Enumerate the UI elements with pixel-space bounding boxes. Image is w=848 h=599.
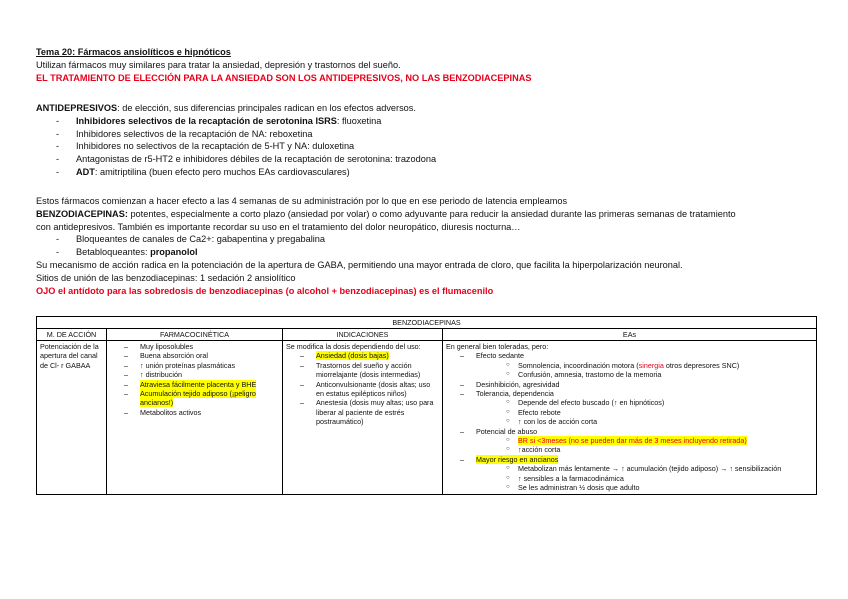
column-header: FARMACOCINÉTICA: [107, 329, 283, 341]
sub-item: ○ Confusión, amnesia, trastorno de la memoria: [506, 370, 813, 379]
bzd-paragraph-2: con antidepresivos. También es importante recordar su uso en el tratamiento del dolor neuropático, diuresis nocturna…: [36, 221, 521, 232]
intro-text: Utilizan fármacos muy similares para tratar la ansiedad, depresión y trastornos del sueño.: [36, 59, 401, 70]
mechanism-text: Su mecanismo de acción radica en la potenciación de la apertura de GABA, permitiendo una mayor entrada de cloro, que facilita la hiperpolarización neuronal.: [36, 259, 683, 270]
list-item: - ADT: amitriptilina (buen efecto pero muchos EAs cardiovasculares): [56, 166, 436, 179]
page-title: Tema 20: Fármacos ansiolíticos e hipnóticos: [36, 47, 231, 57]
sub-item: ○ Efecto rebote: [506, 408, 813, 417]
antidepressants-heading: ANTIDEPRESIVOS: de elección, sus diferencias principales radican en los efectos adversos.: [36, 103, 416, 113]
list-item: – Acumulación tejido adiposo (¡peligro ancianos!): [124, 389, 279, 408]
intro-block: [36, 46, 531, 84]
sub-item: ○ Metabolizan más lentamente → ↑ acumulación (tejido adiposo) → ↑ sensibilización: [506, 464, 813, 473]
list-item: - Betabloqueantes: propanolol: [56, 246, 736, 259]
list-item: - Inhibidores no selectivos de la recaptación de 5-HT y NA: duloxetina: [56, 140, 436, 153]
benzodiazepines-section: [36, 195, 736, 297]
list-item: - Bloqueantes de canales de Ca2+: gabapentina y pregabalina: [56, 233, 736, 246]
list-item: – ↑ unión proteínas plasmáticas: [124, 361, 279, 370]
table-title: BENZODIACEPINAS: [37, 317, 817, 329]
list-item: - Inhibidores selectivos de la recaptación de serotonina ISRS: fluoxetina: [56, 115, 436, 128]
mechanism-cell: Potenciación de la apertura del canal de Cl- r GABAA: [37, 341, 107, 495]
indications-intro: Se modifica la dosis dependiendo del uso:: [286, 342, 421, 351]
sub-item: ○ Depende del efecto buscado (↑ en hipnóticos): [506, 398, 813, 407]
list-item: - Antagonistas de r5-HT2 e inhibidores débiles de la recaptación de serotonina: trazodona: [56, 153, 436, 166]
list-item: – Muy liposolubles: [124, 342, 279, 351]
list-item: – Atraviesa fácilmente placenta y BHE: [124, 380, 279, 389]
benzodiazepines-table: [36, 316, 817, 495]
sub-item: ○ BR si <3meses (no se pueden dar más de 3 meses incluyendo retirada): [506, 436, 813, 445]
bzd-paragraph-1: BENZODIACEPINAS: potentes, especialmente a corto plazo (ansiedad por volar) o como adyuvante para reducir la ansiedad durante las primeras semanas de tratamiento: [36, 208, 736, 219]
binding-sites-text: Sitios de unión de las benzodiacepinas: 1 sedación 2 ansiolítico: [36, 272, 296, 283]
list-item: – Trastornos del sueño y acción miorrelajante (dosis intermedias): [300, 361, 439, 380]
list-item: – Tolerancia, dependencia ○ Depende del efecto buscado (↑ en hipnóticos) ○ Efecto rebote ○ ↑ con los de acción corta: [460, 389, 813, 427]
column-header: EAs: [443, 329, 817, 341]
antidepressants-section: [36, 102, 436, 179]
list-item: – Metabolitos activos: [124, 408, 279, 417]
sub-item: ○ ↑ con los de acción corta: [506, 417, 813, 426]
list-item: – Potencial de abuso ○ BR si <3meses (no se pueden dar más de 3 meses incluyendo retirada) ○ ↑acción corta: [460, 427, 813, 455]
list-item: – Anestesia (dosis muy altas; uso para liberar al paciente de estrés postraumático): [300, 398, 439, 426]
eas-intro: En general bien toleradas, pero:: [446, 342, 549, 351]
antidote-text: OJO el antídoto para las sobredosis de benzodiacepinas (o alcohol + benzodiacepinas) es el flumacenilo: [36, 285, 494, 296]
table-row: [37, 341, 817, 495]
antidepressants-list: [36, 115, 436, 179]
list-item: - Inhibidores selectivos de la recaptación de NA: reboxetina: [56, 128, 436, 141]
list-item: – Efecto sedante ○ Somnolencia, incoordinación motora (sinergia otros depresores SNC) ○ Confusión, amnesia, trastorno de la memoria: [460, 351, 813, 379]
list-item: – ↑ distribución: [124, 370, 279, 379]
bzd-alternatives-list: [36, 233, 736, 259]
pharmacokinetics-cell: [107, 341, 283, 495]
adverse-effects-cell: [443, 341, 817, 495]
list-item: – Mayor riesgo en ancianos ○ Metabolizan más lentamente → ↑ acumulación (tejido adiposo) → ↑ sensibilización ○ ↑ sensibles a la farmacodinámica ○ Se les administran ½ dosis que adulto: [460, 455, 813, 493]
list-item: – Ansiedad (dosis bajas): [300, 351, 439, 360]
list-item: – Buena absorción oral: [124, 351, 279, 360]
list-item: – Desinhibición, agresividad: [460, 380, 813, 389]
sub-item: ○ ↑ sensibles a la farmacodinámica: [506, 474, 813, 483]
sub-item: ○ Somnolencia, incoordinación motora (sinergia otros depresores SNC): [506, 361, 813, 370]
latency-text: Estos fármacos comienzan a hacer efecto a las 4 semanas de su administración por lo que en ese periodo de latencia empleamos: [36, 196, 568, 206]
list-item: – Anticonvulsionante (dosis altas; uso en estatus epilépticos niños): [300, 380, 439, 399]
indications-cell: [283, 341, 443, 495]
sub-item: ○ Se les administran ½ dosis que adulto: [506, 483, 813, 492]
column-header: M. DE ACCIÓN: [37, 329, 107, 341]
column-header: INDICACIONES: [283, 329, 443, 341]
sub-item: ○ ↑acción corta: [506, 445, 813, 454]
warning-text: EL TRATAMIENTO DE ELECCIÓN PARA LA ANSIEDAD SON LOS ANTIDEPRESIVOS, NO LAS BENZODIACEPINAS: [36, 72, 532, 83]
